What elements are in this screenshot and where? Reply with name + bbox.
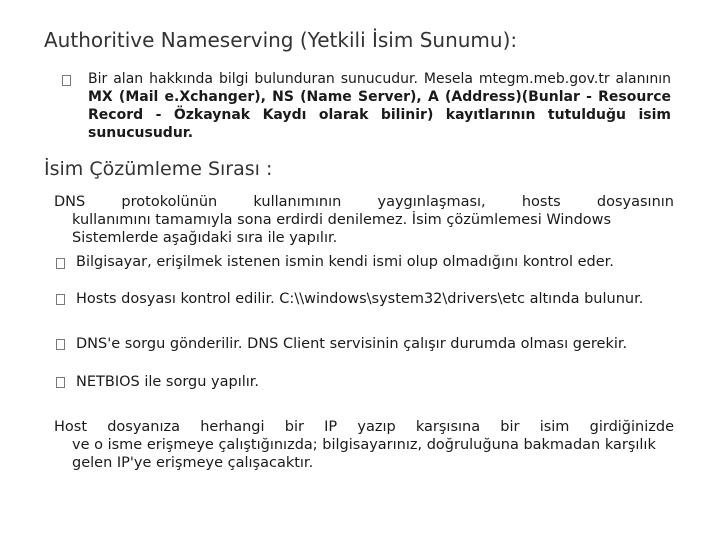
step-item-3: DNS'e sorgu gönderilir. DNS Client servisinin çalışır durumda olması gerekir. — [76, 336, 628, 352]
step-item-4: NETBIOS ile sorgu yapılır. — [76, 374, 260, 390]
section-heading: İsim Çözümleme Sırası : — [44, 158, 273, 180]
intro-line1: DNS protokolünün kullanımının yaygınlaşması, hosts dosyasının — [54, 194, 674, 210]
bullet-box-icon — [56, 294, 65, 305]
description-bold-text: MX (Mail e.Xchanger), NS (Name Server), A (Address)(Bunlar - Resource Record - Özkaynak Kaydı olarak bilinir) kayıtlarının tutulduğu isim sunucusudur. — [88, 89, 671, 141]
slide-title: Authoritive Nameserving (Yetkili İsim Sunumu): — [44, 28, 518, 52]
closing-paragraph — [54, 418, 674, 472]
step-item-2: Hosts dosyası kontrol edilir. C:\\windows\system32\drivers\etc altında bulunur. — [76, 291, 644, 307]
intro-paragraph — [54, 193, 674, 247]
bullet-box-icon — [56, 339, 65, 350]
bullet-box-icon — [56, 377, 65, 388]
intro-rest: kullanımını tamamıyla sona erdirdi denilemez. İsim çözümlemesi Windows Sistemlerde aşağıdaki sıra ile yapılır. — [72, 212, 612, 246]
bullet-box-icon — [56, 258, 65, 269]
closing-rest: ve o isme erişmeye çalıştığınızda; bilgisayarınız, doğruluğuna bakmadan karşılık gelen IP'ye erişmeye çalışacaktır. — [72, 437, 656, 471]
description-text: Bir alan hakkında bilgi bulunduran sunucudur. Mesela mtegm.meb.gov.tr alanının — [88, 71, 671, 87]
bullet-box-icon — [62, 75, 71, 86]
authoritative-description — [88, 70, 671, 142]
step-item-1: Bilgisayar, erişilmek istenen ismin kendi ismi olup olmadığını kontrol eder. — [76, 254, 614, 270]
closing-line1: Host dosyanıza herhangi bir IP yazıp karşısına bir isim girdiğinizde — [54, 419, 674, 435]
